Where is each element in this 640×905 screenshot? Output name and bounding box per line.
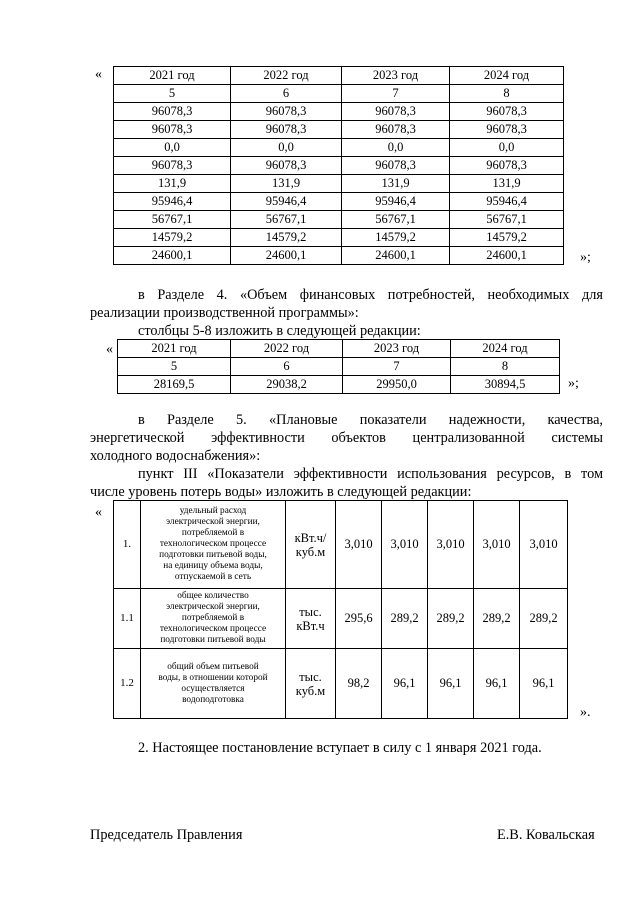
table3-unit xyxy=(286,589,336,649)
table3-description-line: электрической энергии, xyxy=(166,602,260,612)
table3-description-line: удельный расход xyxy=(179,506,247,516)
table1-row xyxy=(114,139,564,157)
table1-cell: 96078,3 xyxy=(342,103,450,121)
table2 xyxy=(117,339,560,394)
table2-cell: 30894,5 xyxy=(451,376,560,394)
table3-value-cell: 289,2 xyxy=(428,589,474,649)
paragraph-item3-line2: числе уровень потерь воды» изложить в следующей редакции: xyxy=(90,484,472,500)
table1-cell: 24600,1 xyxy=(114,247,231,265)
table3-value-cell: 289,2 xyxy=(474,589,520,649)
table3-unit-line: тыс. xyxy=(299,604,322,619)
table3-unit xyxy=(286,501,336,589)
table2-row xyxy=(118,376,560,394)
table1-cell: 24600,1 xyxy=(342,247,450,265)
table3-unit-line: кВт.ч xyxy=(296,618,325,633)
paragraph-effective-date: 2. Настоящее постановление вступает в силу с 1 января 2021 года. xyxy=(138,740,542,756)
table1-cell: 96078,3 xyxy=(450,103,564,121)
table3-value-cell: 295,6 xyxy=(336,589,382,649)
table3-description-line: технологическом процессе xyxy=(159,624,267,634)
signature-title: Председатель Правления xyxy=(90,827,243,843)
table3-value-cell: 96,1 xyxy=(428,649,474,719)
table1-header-cell: 2024 год xyxy=(450,67,564,85)
paragraph-section5-line1: в Разделе 5. «Плановые показатели надежности, качества, xyxy=(138,412,603,428)
table1-cell: 131,9 xyxy=(342,175,450,193)
table1-row xyxy=(114,103,564,121)
table3-value-cell: 3,010 xyxy=(474,501,520,589)
table1-cell: 56767,1 xyxy=(450,211,564,229)
table3-description-line: потребляемой в xyxy=(181,528,245,538)
table3-description-line: технологическом процессе xyxy=(159,539,267,549)
table3-value-cell: 98,2 xyxy=(336,649,382,719)
table1-cell: 8 xyxy=(450,85,564,103)
table3-value-cell: 289,2 xyxy=(382,589,428,649)
table2-cell: 29038,2 xyxy=(231,376,343,394)
table3-unit-line: куб.м xyxy=(295,683,326,698)
table1-cell: 131,9 xyxy=(450,175,564,193)
table3-row-number: 1.1 xyxy=(114,589,141,649)
table3-row xyxy=(114,649,568,719)
table3-description-line: общее количество xyxy=(177,591,249,601)
table3-unit-line: куб.м xyxy=(295,544,326,559)
table1-cell: 5 xyxy=(114,85,231,103)
paragraph-item3-line1: пункт III «Показатели эффективности использования ресурсов, в том xyxy=(138,466,603,482)
table2-header-cell: 2024 год xyxy=(451,340,560,358)
table2-cell: 6 xyxy=(231,358,343,376)
table1-open-quote: « xyxy=(95,67,102,82)
table3-description-line: отпускаемой в сеть xyxy=(174,572,252,582)
table3-value-cell: 96,1 xyxy=(520,649,568,719)
table3-value-cell: 3,010 xyxy=(336,501,382,589)
table1-cell: 0,0 xyxy=(231,139,342,157)
table3-row xyxy=(114,589,568,649)
table3 xyxy=(113,500,568,719)
table1-cell: 56767,1 xyxy=(231,211,342,229)
paragraph-section5-line3: холодного водоснабжения»: xyxy=(90,448,261,464)
table1-row xyxy=(114,211,564,229)
table3-unit-line: тыс. xyxy=(299,669,322,684)
table1-cell: 0,0 xyxy=(342,139,450,157)
table3-value-cell: 3,010 xyxy=(428,501,474,589)
table1-cell: 96078,3 xyxy=(342,157,450,175)
table3-unit-line: кВт.ч/ xyxy=(294,530,327,545)
table1-header-cell: 2022 год xyxy=(231,67,342,85)
table3-description-line: электрической энергии, xyxy=(166,517,260,527)
table1-cell: 96078,3 xyxy=(114,103,231,121)
table3-value-cell: 289,2 xyxy=(520,589,568,649)
table2-close-quote: »; xyxy=(568,376,579,391)
table1-cell: 96078,3 xyxy=(450,157,564,175)
table1-cell: 96078,3 xyxy=(231,103,342,121)
table3-description-line: водоподготовка xyxy=(182,694,244,705)
table1-cell: 24600,1 xyxy=(450,247,564,265)
table1-row xyxy=(114,157,564,175)
table3-description-line: подготовки питьевой воды, xyxy=(159,550,267,560)
paragraph-section4-line2: реализации производственной программы»: xyxy=(90,305,359,321)
table2-open-quote: « xyxy=(106,342,113,357)
table3-description xyxy=(141,501,286,589)
table1-cell: 6 xyxy=(231,85,342,103)
table1-header-cell: 2023 год xyxy=(342,67,450,85)
table1-row xyxy=(114,175,564,193)
paragraph-section4-line1: в Разделе 4. «Объем финансовых потребностей, необходимых для xyxy=(138,287,603,303)
table1-cell: 95946,4 xyxy=(450,193,564,211)
table1-cell: 96078,3 xyxy=(231,121,342,139)
table3-description-line: осуществляется xyxy=(181,683,245,694)
table1-cell: 96078,3 xyxy=(231,157,342,175)
table1-cell: 14579,2 xyxy=(342,229,450,247)
table3-row-number: 1.2 xyxy=(114,649,141,719)
table1-cell: 131,9 xyxy=(114,175,231,193)
table3-description xyxy=(141,649,286,719)
table1-cell: 0,0 xyxy=(450,139,564,157)
table3-value-cell: 3,010 xyxy=(382,501,428,589)
table1-cell: 96078,3 xyxy=(114,157,231,175)
table1-cell: 95946,4 xyxy=(342,193,450,211)
table3-open-quote: « xyxy=(95,505,102,520)
table1-row xyxy=(114,193,564,211)
table1-cell: 0,0 xyxy=(114,139,231,157)
paragraph-columns-instruction: столбцы 5-8 изложить в следующей редакции: xyxy=(138,323,421,339)
table2-cell: 28169,5 xyxy=(118,376,231,394)
table3-description-line: воды, в отношении которой xyxy=(158,672,268,683)
table3-row-number: 1. xyxy=(114,501,141,589)
paragraph-section5-line2: энергетической эффективности объектов централизованной системы xyxy=(90,430,603,446)
table1-cell: 96078,3 xyxy=(342,121,450,139)
table1-cell: 14579,2 xyxy=(450,229,564,247)
table1-row xyxy=(114,121,564,139)
table3-description-line: потребляемой в xyxy=(181,613,245,623)
table2-cell: 29950,0 xyxy=(343,376,451,394)
table2-row xyxy=(118,358,560,376)
table1-header-row xyxy=(114,67,564,85)
table3-close-quote: ». xyxy=(580,705,591,720)
table1-row xyxy=(114,85,564,103)
table1-cell: 14579,2 xyxy=(114,229,231,247)
table1-close-quote: »; xyxy=(580,250,591,265)
table3-unit xyxy=(286,649,336,719)
table3-row xyxy=(114,501,568,589)
table3-description-line: подготовки питьевой воды xyxy=(160,635,266,645)
table3-value-cell: 96,1 xyxy=(382,649,428,719)
table2-cell: 5 xyxy=(118,358,231,376)
table2-header-cell: 2023 год xyxy=(343,340,451,358)
table3-description xyxy=(141,589,286,649)
table1-cell: 56767,1 xyxy=(114,211,231,229)
table3-description-line: общий объем питьевой xyxy=(167,661,259,672)
table2-cell: 8 xyxy=(451,358,560,376)
table2-cell: 7 xyxy=(343,358,451,376)
table2-header-cell: 2022 год xyxy=(231,340,343,358)
table1-cell: 95946,4 xyxy=(114,193,231,211)
table1-cell: 56767,1 xyxy=(342,211,450,229)
table3-value-cell: 3,010 xyxy=(520,501,568,589)
table2-header-cell: 2021 год xyxy=(118,340,231,358)
table1-cell: 95946,4 xyxy=(231,193,342,211)
table1-cell: 7 xyxy=(342,85,450,103)
table1-cell: 131,9 xyxy=(231,175,342,193)
signature-name: Е.В. Ковальская xyxy=(497,827,595,843)
table1-row xyxy=(114,247,564,265)
table1-cell: 14579,2 xyxy=(231,229,342,247)
table1-cell: 96078,3 xyxy=(114,121,231,139)
table1-cell: 96078,3 xyxy=(450,121,564,139)
table3-description-line: на единицу объема воды, xyxy=(163,561,263,571)
table1 xyxy=(113,66,564,265)
table1-row xyxy=(114,229,564,247)
table1-cell: 24600,1 xyxy=(231,247,342,265)
table3-value-cell: 96,1 xyxy=(474,649,520,719)
table1-header-cell: 2021 год xyxy=(114,67,231,85)
table2-header-row xyxy=(118,340,560,358)
